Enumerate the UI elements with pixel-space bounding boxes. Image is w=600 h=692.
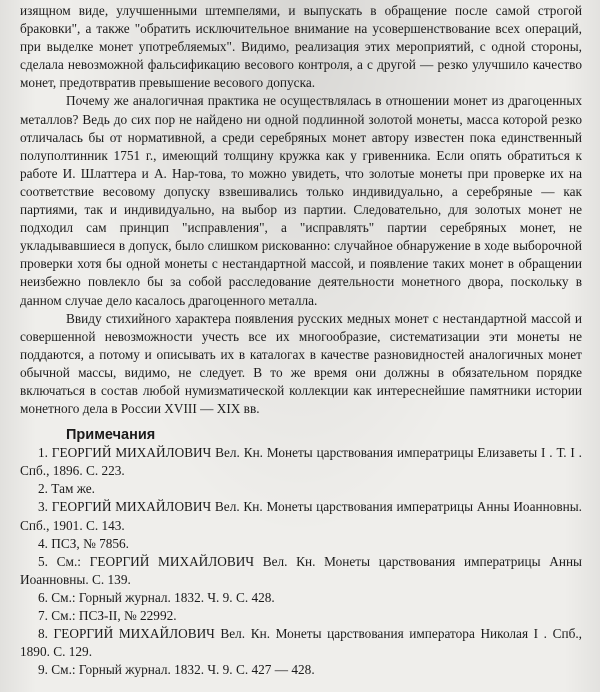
note-5-text: 5. См.: ГЕОРГИЙ МИХАЙЛОВИЧ Вел. Кн. Монеты царствования императрицы Анны Иоанновны. С. 139. — [20, 553, 582, 587]
paragraph-3: Ввиду стихийного характера появления русских медных монет с нестандартной массой и совершенной невозможности учесть все их многообразие, систематизации эти монеты не поддаются, а потому и описывать их в каталогах в качестве разновидностей аналогичных монет обычной массы, видимо, не следует. В то же время они должны в обязательном порядке включаться в состав любой нумизматической коллекции как интереснейшие памятники истории монетного дела в России XVIII — XIX вв. — [20, 310, 582, 417]
note-7-text: 7. См.: ПСЗ-II, № 22992. — [38, 608, 177, 623]
paragraph-2: Почему же аналогичная практика не осуществлялась в отношении монет из драгоценных металлов? Ведь до сих пор не найдено ни одной подлинной золотой монеты, масса которой резко отличалась бы от нормативной, а среди серебряных монет автору известен пока единственный полуполтинник 1751 г., имеющий толщину кружка как у гривенника. Если опять обратиться к работе И. Шлаттера и А. Нар-това, то можно увидеть, что золотые монеты при проверке их на соответствие весовому допуску взвешивались только индивидуально, а серебряные — как партиями, так и индивидуально, на выбор из партии. Следовательно, для золотых монет не подходил сам принцип "исправления", а "исправлять" партии серебряных монет, не укладывавшиеся в допуск, было слишком рискованно: случайное обнаружение в ходе выборочной проверки хотя бы одной монеты с нестандартной массой, и появление таких монет в обращении неизбежно повлекло бы за собой расследование деятельности монетного двора, поскольку в данном случае дело касалось драгоценного металла. — [20, 93, 582, 308]
note-1-text: 1. ГЕОРГИЙ МИХАЙЛОВИЧ Вел. Кн. Монеты царствования императрицы Елизаветы I . Т. I . Спб., 1896. С. 223. — [20, 445, 582, 479]
note-3 — [20, 498, 582, 534]
note-4-text: 4. ПСЗ, № 7856. — [38, 535, 130, 551]
note-2 — [20, 480, 582, 498]
note-8-text: 8. ГЕОРГИЙ МИХАЙЛОВИЧ Вел. Кн. Монеты царствования императора Николая I . Спб., 1890. С. 129. — [20, 626, 582, 660]
note-9 — [20, 661, 582, 679]
note-6 — [20, 589, 582, 607]
note-5 — [20, 553, 582, 589]
notes-list — [20, 444, 582, 679]
note-4 — [20, 535, 582, 553]
note-1 — [20, 444, 582, 480]
note-6-text: 6. См.: Горный журнал. 1832. Ч. 9. С. 428. — [38, 589, 275, 605]
note-3-text: 3. ГЕОРГИЙ МИХАЙЛОВИЧ Вел. Кн. Монеты царствования императрицы Анны Иоанновны. Спб., 1901. С. 143. — [20, 499, 582, 533]
paragraph-1: изящном виде, улучшенными штемпелями, и выпускать в обращение после самой строгой браковки", а также "обратить исключительное внимание на усовершенствование всех операций, при выделке монет употребляемых". Видимо, реализация этих мероприятий, с одной стороны, сделала невозможной фальсификацию весового контроля, а с другой — резко улучшило качество монет, предотвратив превышение весового допуска. — [20, 3, 582, 91]
note-2-text: 2. Там же. — [38, 481, 95, 497]
document-body — [20, 2, 582, 679]
notes-heading: Примечания — [66, 427, 156, 444]
note-9-text: 9. См.: Горный журнал. 1832. Ч. 9. С. 427 — 428. — [38, 662, 315, 678]
note-8 — [20, 625, 582, 661]
note-7 — [20, 607, 582, 625]
